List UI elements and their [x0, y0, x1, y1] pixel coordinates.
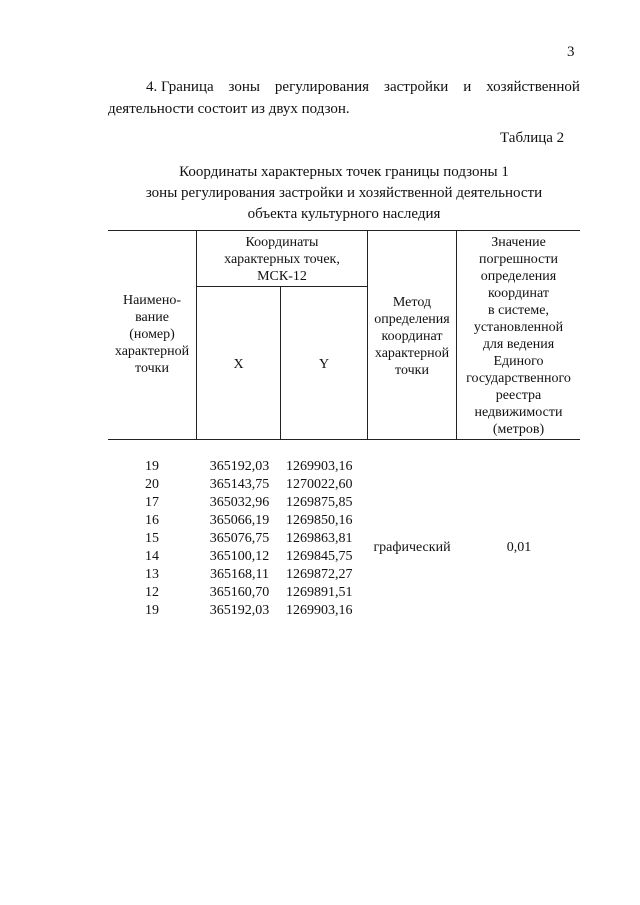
table-row [108, 494, 580, 512]
table-row [108, 602, 580, 620]
table-row [108, 476, 580, 494]
method-value: графический [373, 540, 451, 555]
caption-line: объекта культурного наследия [247, 206, 441, 222]
header-y: Y [318, 357, 330, 372]
accuracy-value: 0,01 [506, 540, 532, 555]
header-accuracy: Значение погрешности определения координат в системе, установленной для ведения Единого государственного реестра недвижимости (метров) [466, 235, 571, 437]
header-point-name: Наимено- вание (номер) характерной точки [114, 293, 190, 376]
point-number: 16 [145, 513, 159, 528]
intro-word: зоны [228, 79, 260, 95]
point-number: 20 [145, 477, 159, 492]
header-coordinates: Координаты характерных точек, МСК-12 [224, 235, 340, 284]
y-value: 1270022,60 [286, 477, 353, 492]
y-value: 1269845,75 [286, 549, 353, 564]
x-value: 365143,75 [209, 477, 270, 492]
y-value: 1269875,85 [286, 495, 353, 510]
header-bottom-rule [108, 439, 580, 440]
y-value: 1269903,16 [286, 459, 353, 474]
header-method: Метод определения координат характерной точки [374, 295, 450, 378]
table-header-grid [108, 230, 580, 440]
point-number: 12 [145, 585, 159, 600]
table-label: Таблица 2 [500, 130, 565, 146]
point-number: 19 [145, 459, 159, 474]
x-value: 365066,19 [209, 513, 270, 528]
x-value: 365032,96 [209, 495, 270, 510]
intro-word: хозяйственной [486, 79, 580, 95]
intro-word: регулирования [274, 79, 370, 95]
y-value: 1269903,16 [286, 603, 353, 618]
table-row [108, 512, 580, 530]
intro-word: застройки [384, 79, 449, 95]
point-number: 13 [145, 567, 159, 582]
table-row [108, 458, 580, 476]
page-number: 3 [567, 44, 575, 60]
point-number: 19 [145, 603, 159, 618]
intro-word: 4. Граница [146, 79, 214, 95]
intro-paragraph-line-2: деятельности состоит из двух подзон. [108, 101, 350, 117]
table-body [108, 458, 580, 620]
x-value: 365076,75 [209, 531, 270, 546]
table-row [108, 566, 580, 584]
point-number: 17 [145, 495, 159, 510]
x-value: 365192,03 [209, 459, 270, 474]
x-value: 365168,11 [210, 567, 269, 582]
x-value: 365160,70 [209, 585, 270, 600]
point-number: 14 [145, 549, 159, 564]
x-value: 365192,03 [209, 603, 270, 618]
x-value: 365100,12 [209, 549, 270, 564]
intro-paragraph [108, 76, 580, 120]
table-row [108, 584, 580, 602]
y-value: 1269850,16 [286, 513, 353, 528]
y-value: 1269863,81 [286, 531, 353, 546]
table-caption [108, 162, 580, 225]
header-x: X [233, 357, 244, 372]
table-top-rule [108, 230, 580, 231]
point-number: 15 [145, 531, 159, 546]
y-value: 1269891,51 [286, 585, 353, 600]
intro-paragraph-line-1 [146, 76, 580, 98]
caption-line: зоны регулирования застройки и хозяйственной деятельности [145, 185, 543, 201]
caption-line: Координаты характерных точек границы подзоны 1 [179, 164, 509, 180]
y-value: 1269872,27 [286, 567, 353, 582]
coords-subheader-rule [196, 286, 367, 287]
intro-word: и [463, 79, 472, 95]
